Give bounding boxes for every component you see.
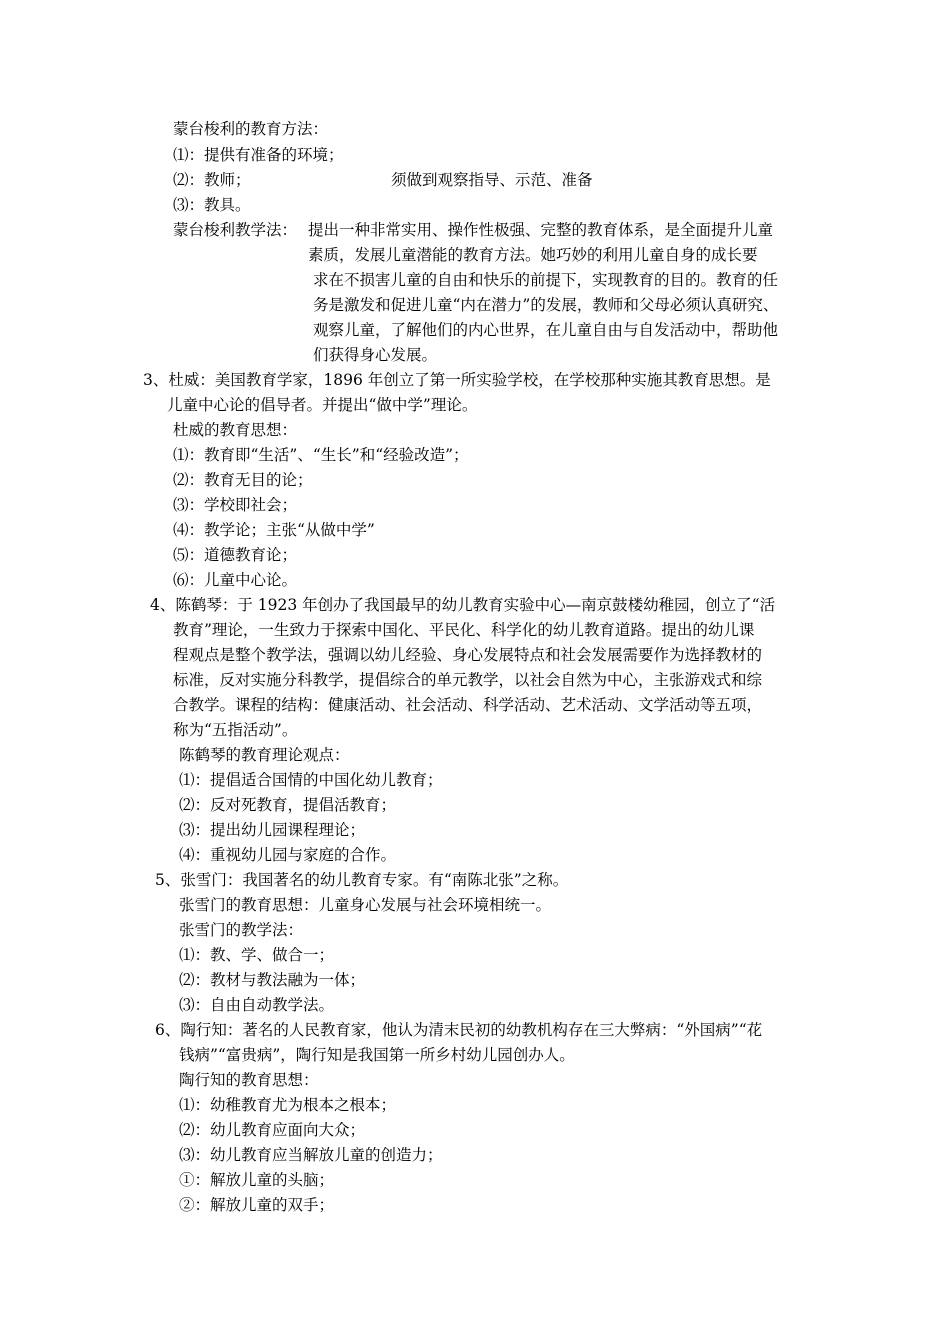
zhang-thought: 张雪门的教育思想：儿童身心发展与社会环境相统一。 xyxy=(179,896,552,914)
zhang-item: ⑵：教材与教法融为一体； xyxy=(179,971,366,989)
chen-intro-line: 称为“五指活动”。 xyxy=(173,721,298,739)
chen-item: ⑷：重视幼儿园与家庭的合作。 xyxy=(179,846,397,864)
dewey-item: ⑴：教育即“生活”、“生长”和“经验改造”； xyxy=(173,446,469,464)
montessori-approach-line: 观察儿童，了解他们的内心世界，在儿童自由与自发活动中，帮助他 xyxy=(313,321,779,339)
montessori-method-item: ⑶：教具。 xyxy=(173,196,251,214)
chen-intro-line: 4、陈鹤琴：于 1923 年创办了我国最早的幼儿教育实验中心—南京鼓楼幼稚园，创立了“活 xyxy=(150,596,776,614)
tao-intro-line: 6、陶行知：著名的人民教育家，他认为清末民初的幼教机构存在三大弊病：“外国病”“花 xyxy=(155,1021,763,1039)
montessori-teacher-note: 须做到观察指导、示范、准备 xyxy=(391,171,593,189)
chen-intro-line: 合教学。课程的结构：健康活动、社会活动、科学活动、艺术活动、文学活动等五项， xyxy=(173,696,763,714)
zhang-item: ⑴：教、学、做合一； xyxy=(179,946,335,964)
tao-item: ⑶：幼儿教育应当解放儿童的创造力； xyxy=(179,1146,443,1164)
montessori-approach-line: 们获得身心发展。 xyxy=(313,346,438,364)
chen-item: ⑴：提倡适合国情的中国化幼儿教育； xyxy=(179,771,443,789)
tao-intro-line: 钱病”“富贵病”，陶行知是我国第一所乡村幼儿园创办人。 xyxy=(179,1046,575,1064)
tao-subitem: ①：解放儿童的头脑； xyxy=(179,1171,335,1189)
tao-item: ⑵：幼儿教育应面向大众； xyxy=(179,1121,366,1139)
tao-subitem: ②：解放儿童的双手； xyxy=(179,1196,335,1214)
montessori-method-item: ⑴：提供有准备的环境； xyxy=(173,146,344,164)
dewey-item: ⑶：学校即社会； xyxy=(173,496,298,514)
zhang-heading: 张雪门的教学法： xyxy=(179,921,304,939)
dewey-intro-line: 儿童中心论的倡导者。并提出“做中学”理论。 xyxy=(167,396,478,414)
montessori-approach-line: 素质，发展儿童潜能的教育方法。她巧妙的利用儿童自身的成长要 xyxy=(308,246,758,264)
montessori-methods-heading: 蒙台梭利的教育方法： xyxy=(173,120,329,138)
chen-intro-line: 教育”理论，一生致力于探索中国化、平民化、科学化的幼儿教育道路。提出的幼儿课 xyxy=(173,621,755,639)
montessori-approach-line: 提出一种非常实用、操作性极强、完整的教育体系，是全面提升儿童 xyxy=(308,221,774,239)
montessori-method-item: ⑵：教师； xyxy=(173,171,251,189)
dewey-item: ⑹：儿童中心论。 xyxy=(173,571,298,589)
dewey-item: ⑵：教育无目的论； xyxy=(173,471,313,489)
dewey-item: ⑸：道德教育论； xyxy=(173,546,298,564)
montessori-approach-line: 求在不损害儿童的自由和快乐的前提下，实现教育的目的。教育的任 xyxy=(313,271,779,289)
montessori-approach-line: 务是激发和促进儿童“内在潜力”的发展，教师和父母必须认真研究、 xyxy=(313,296,779,314)
zhang-intro: 5、张雪门：我国著名的幼儿教育专家。有“南陈北张”之称。 xyxy=(155,871,569,889)
chen-item: ⑶：提出幼儿园课程理论； xyxy=(179,821,366,839)
tao-item: ⑴：幼稚教育尤为根本之根本； xyxy=(179,1096,397,1114)
chen-heading: 陈鹤琴的教育理论观点： xyxy=(179,746,350,764)
dewey-heading: 杜威的教育思想： xyxy=(173,421,298,439)
zhang-item: ⑶：自由自动教学法。 xyxy=(179,996,335,1014)
tao-heading: 陶行知的教育思想： xyxy=(179,1071,319,1089)
chen-intro-line: 标准，反对实施分科教学，提倡综合的单元教学，以社会自然为中心，主张游戏式和综 xyxy=(173,671,763,689)
dewey-item: ⑷：教学论；主张“从做中学” xyxy=(173,521,375,539)
chen-item: ⑵：反对死教育，提倡活教育； xyxy=(179,796,397,814)
chen-intro-line: 程观点是整个教学法，强调以幼儿经验、身心发展特点和社会发展需要作为选择教材的 xyxy=(173,646,763,664)
dewey-intro-line: 3、杜威：美国教育学家，1896 年创立了第一所实验学校，在学校那种实施其教育思想。是 xyxy=(143,371,771,389)
montessori-approach-label: 蒙台梭利教学法： xyxy=(173,221,298,239)
